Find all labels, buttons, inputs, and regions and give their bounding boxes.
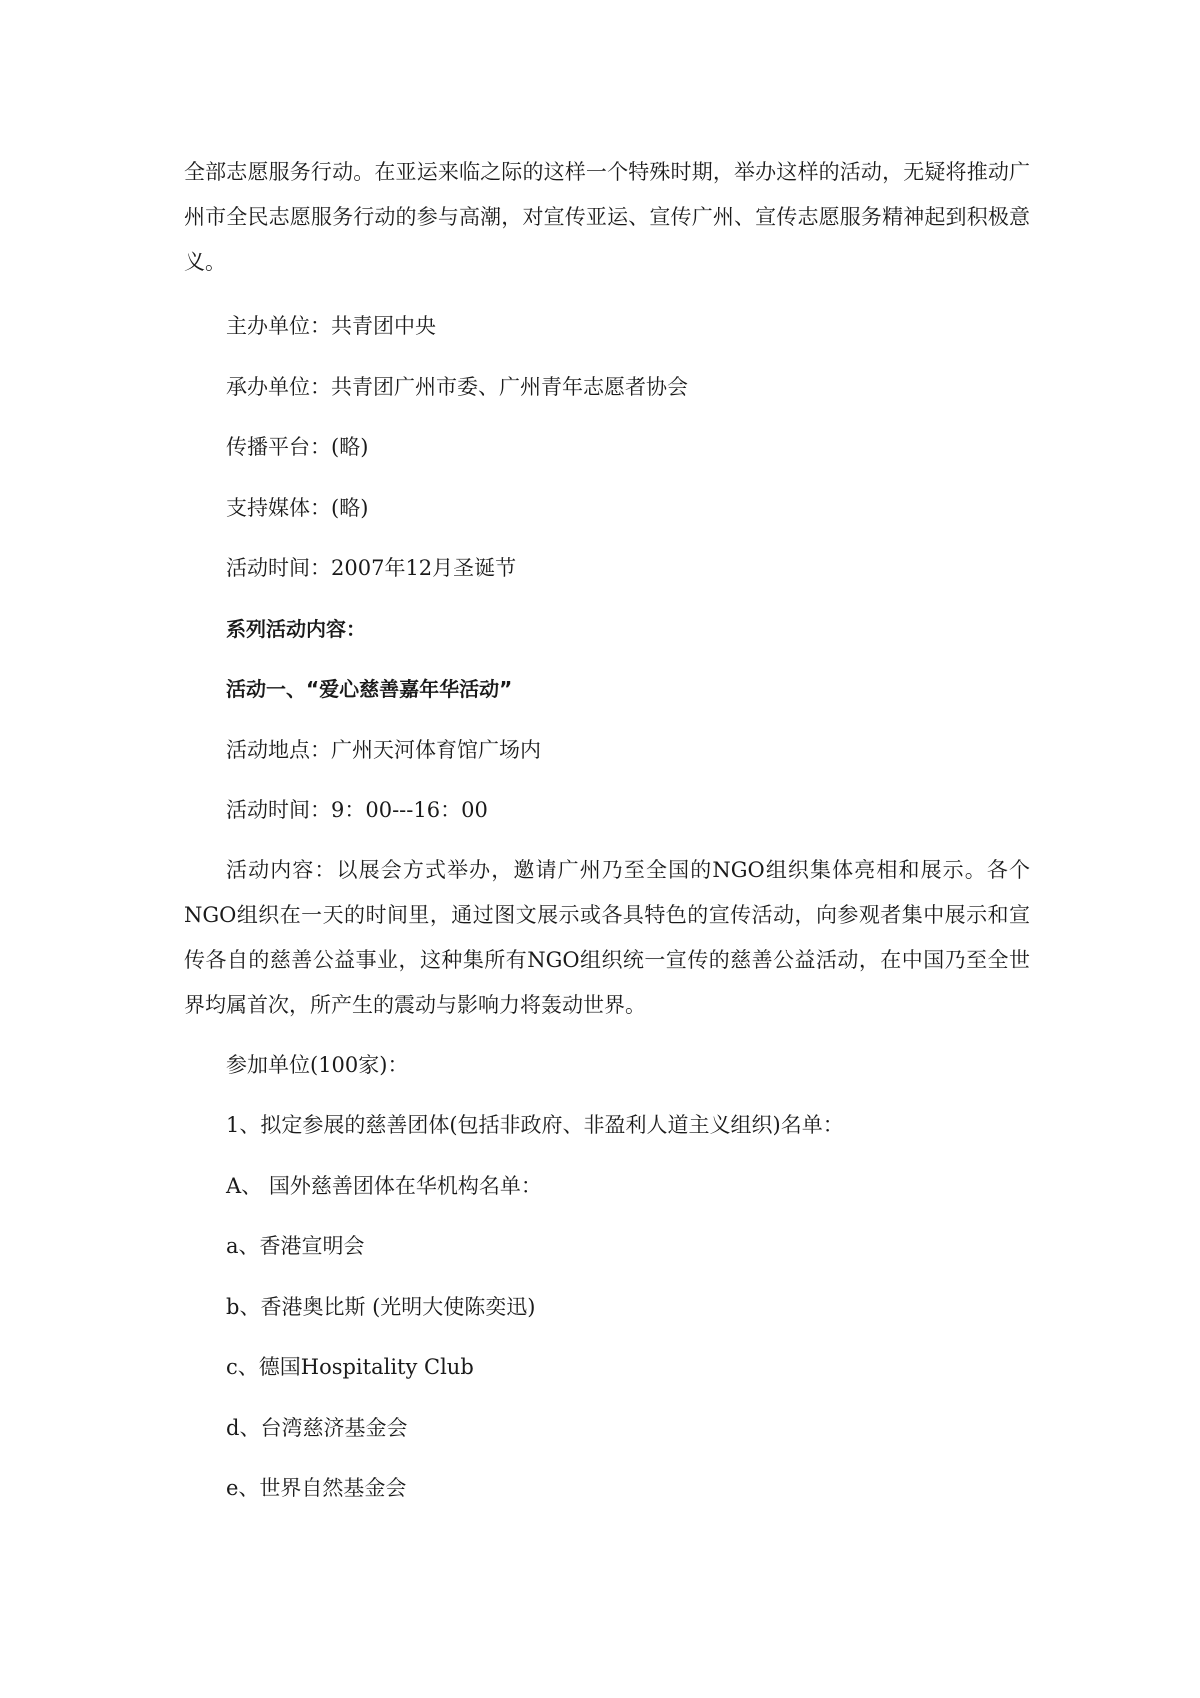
list-item: d、台湾慈济基金会 bbox=[226, 1415, 408, 1440]
activity1-location: 活动地点：广州天河体育馆广场内 bbox=[226, 737, 541, 762]
activity1-time: 活动时间：9：00---16：00 bbox=[226, 798, 488, 822]
group-a-line: A、 国外慈善团体在华机构名单： bbox=[226, 1173, 542, 1198]
participants-line: 参加单位(100家)： bbox=[226, 1052, 409, 1077]
list-intro-line: 1、拟定参展的慈善团体(包括非政府、非盈利人道主义组织)名单： bbox=[226, 1113, 844, 1137]
list-item: b、香港奥比斯 (光明大使陈奕迅) bbox=[226, 1294, 536, 1319]
platform-line: 传播平台：(略) bbox=[226, 435, 369, 459]
series-heading: 系列活动内容： bbox=[226, 616, 366, 641]
document-page bbox=[184, 150, 1030, 1534]
intro-paragraph: 全部志愿服务行动。在亚运来临之际的这样一个特殊时期，举办这样的活动，无疑将推动广州市全民志愿服务行动的参与高潮，对宣传亚运、宣传广州、宣传志愿服务精神起到积极意义。 bbox=[184, 160, 1030, 274]
activity1-title: 活动一、“爱心慈善嘉年华活动” bbox=[226, 677, 513, 701]
activity1-content: 活动内容：以展会方式举办，邀请广州乃至全国的NGO组织集体亮相和展示。各个NGO组织在一天的时间里，通过图文展示或各具特色的宣传活动，向参观者集中展示和宣传各自的慈善公益事业，这种集所有NGO组织统一宣传的慈善公益活动，在中国乃至全世界均属首次，所产生的震动与影响力将轰动世界。 bbox=[184, 857, 1030, 1017]
host-line: 主办单位：共青团中央 bbox=[226, 314, 436, 338]
organizer-line: 承办单位：共青团广州市委、广州青年志愿者协会 bbox=[226, 374, 688, 399]
list-item: a、香港宣明会 bbox=[226, 1234, 365, 1258]
list-item: e、世界自然基金会 bbox=[226, 1476, 407, 1500]
list-item: c、德国Hospitality Club bbox=[226, 1355, 474, 1379]
media-line: 支持媒体：(略) bbox=[226, 495, 369, 520]
event-time-line: 活动时间：2007年12月圣诞节 bbox=[226, 556, 517, 580]
